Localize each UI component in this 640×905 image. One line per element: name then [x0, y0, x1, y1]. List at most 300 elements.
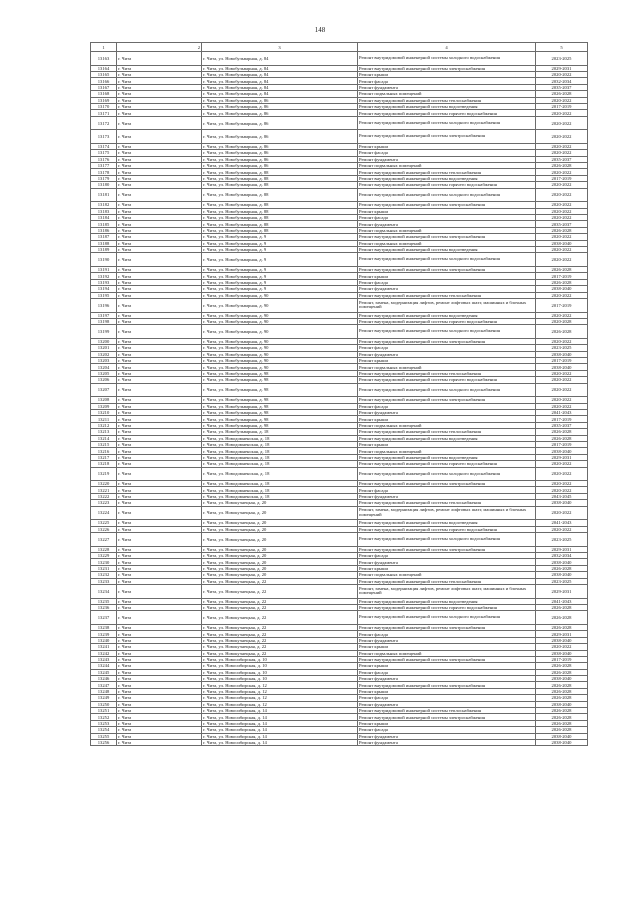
- cell-row-number: 13220: [91, 481, 117, 487]
- cell-address: г. Чита, ул. Новодомненская, д. 18: [202, 461, 358, 467]
- cell-settlement: г. Чита: [117, 312, 202, 318]
- page-number: 148: [314, 26, 326, 34]
- cell-planned-period: 2020-2022: [536, 208, 588, 214]
- cell-settlement: г. Чита: [117, 318, 202, 324]
- cell-row-number: 13165: [91, 71, 117, 77]
- cell-settlement: г. Чита: [117, 708, 202, 714]
- cell-settlement: г. Чита: [117, 650, 202, 656]
- cell-settlement: г. Чита: [117, 150, 202, 156]
- cell-work-type: Ремонт крыши: [358, 441, 536, 447]
- cell-row-number: 13243: [91, 656, 117, 662]
- cell-row-number: 13218: [91, 461, 117, 467]
- cell-work-type: Ремонт внутридомовой инженерной системы электроснабжения: [358, 714, 536, 720]
- cell-planned-period: 2017-2019: [536, 103, 588, 109]
- cell-work-type: Ремонт внутридомовой инженерной системы электроснабжения: [358, 481, 536, 487]
- cell-planned-period: 2020-2022: [536, 130, 588, 144]
- cell-settlement: г. Чита: [117, 604, 202, 610]
- cell-work-type: Ремонт крыши: [358, 565, 536, 571]
- cell-address: г. Чита, ул. Новобульварная, д. 84: [202, 84, 358, 90]
- cell-settlement: г. Чита: [117, 84, 202, 90]
- cell-row-number: 13195: [91, 292, 117, 298]
- cell-row-number: 13167: [91, 84, 117, 90]
- cell-row-number: 13201: [91, 345, 117, 351]
- cell-work-type: Ремонт фундамента: [358, 156, 536, 162]
- cell-address: г. Чита, ул. Новобульварная, д. 88: [202, 221, 358, 227]
- cell-settlement: г. Чита: [117, 215, 202, 221]
- cell-planned-period: 2038-2040: [536, 500, 588, 506]
- cell-settlement: г. Чита: [117, 273, 202, 279]
- cell-work-type: Ремонт подвальных помещений: [358, 572, 536, 578]
- cell-work-type: Ремонт фасада: [358, 487, 536, 493]
- table-row: [91, 506, 588, 520]
- column-header-3: 3: [202, 43, 358, 52]
- cell-planned-period: 2020-2022: [536, 370, 588, 376]
- cell-settlement: г. Чита: [117, 52, 202, 66]
- cell-settlement: г. Чита: [117, 202, 202, 208]
- cell-settlement: г. Чита: [117, 227, 202, 233]
- cell-work-type: Ремонт подвальных помещений: [358, 240, 536, 246]
- cell-settlement: г. Чита: [117, 240, 202, 246]
- cell-settlement: г. Чита: [117, 578, 202, 584]
- cell-address: г. Чита, ул. Новодомненская, д. 18: [202, 467, 358, 481]
- cell-work-type: Ремонт внутридомовой инженерной системы водоотведения: [358, 520, 536, 526]
- cell-settlement: г. Чита: [117, 481, 202, 487]
- cell-row-number: 13234: [91, 584, 117, 598]
- cell-address: г. Чита, ул. Новосибирская, д. 14: [202, 708, 358, 714]
- cell-work-type: Ремонт подвальных помещений: [358, 364, 536, 370]
- cell-address: г. Чита, ул. Новобульварная, д. 9: [202, 286, 358, 292]
- cell-work-type: Ремонт внутридомовой инженерной системы холодного водоснабжения: [358, 611, 536, 625]
- cell-settlement: г. Чита: [117, 266, 202, 272]
- cell-row-number: 13212: [91, 422, 117, 428]
- cell-settlement: г. Чита: [117, 383, 202, 397]
- table-row: [91, 52, 588, 66]
- cell-address: г. Чита, ул. Новосибирская, д. 12: [202, 701, 358, 707]
- cell-settlement: г. Чита: [117, 611, 202, 625]
- cell-settlement: г. Чита: [117, 103, 202, 109]
- cell-planned-period: 2035-2037: [536, 422, 588, 428]
- cell-row-number: 13168: [91, 91, 117, 97]
- cell-settlement: г. Чита: [117, 351, 202, 357]
- cell-planned-period: 2026-2028: [536, 429, 588, 435]
- cell-work-type: Ремонт фасада: [358, 345, 536, 351]
- cell-planned-period: 2020-2022: [536, 169, 588, 175]
- cell-address: г. Чита, ул. Новобульварная, д. 98: [202, 370, 358, 376]
- cell-planned-period: 2020-2022: [536, 292, 588, 298]
- cell-planned-period: 2038-2040: [536, 739, 588, 745]
- cell-planned-period: 2020-2022: [536, 487, 588, 493]
- cell-planned-period: 2020-2022: [536, 150, 588, 156]
- cell-settlement: г. Чита: [117, 429, 202, 435]
- cell-settlement: г. Чита: [117, 727, 202, 733]
- cell-planned-period: 2035-2037: [536, 84, 588, 90]
- cell-planned-period: 2026-2028: [536, 227, 588, 233]
- cell-settlement: г. Чита: [117, 553, 202, 559]
- cell-work-type: Ремонт фундамента: [358, 409, 536, 415]
- cell-row-number: 13240: [91, 637, 117, 643]
- cell-settlement: г. Чита: [117, 175, 202, 181]
- cell-work-type: Ремонт фундамента: [358, 351, 536, 357]
- cell-row-number: 13177: [91, 163, 117, 169]
- cell-settlement: г. Чита: [117, 234, 202, 240]
- cell-row-number: 13175: [91, 150, 117, 156]
- cell-row-number: 13196: [91, 298, 117, 312]
- cell-settlement: г. Чита: [117, 454, 202, 460]
- cell-row-number: 13188: [91, 240, 117, 246]
- cell-row-number: 13181: [91, 188, 117, 202]
- cell-settlement: г. Чита: [117, 656, 202, 662]
- cell-address: г. Чита, ул. Новобульварная, д. 84: [202, 65, 358, 71]
- cell-row-number: 13203: [91, 358, 117, 364]
- cell-planned-period: 2026-2028: [536, 720, 588, 726]
- cell-address: г. Чита, ул. Новобульварная, д. 98: [202, 416, 358, 422]
- cell-work-type: Ремонт фундамента: [358, 701, 536, 707]
- cell-work-type: Ремонт подвальных помещений: [358, 650, 536, 656]
- cell-work-type: Ремонт крыши: [358, 208, 536, 214]
- cell-settlement: г. Чита: [117, 325, 202, 339]
- cell-work-type: Ремонт внутридомовой инженерной системы электроснабжения: [358, 234, 536, 240]
- cell-planned-period: 2038-2040: [536, 650, 588, 656]
- cell-planned-period: 2038-2040: [536, 701, 588, 707]
- cell-row-number: 13208: [91, 397, 117, 403]
- cell-planned-period: 2020-2022: [536, 97, 588, 103]
- cell-work-type: Ремонт фасада: [358, 669, 536, 675]
- cell-planned-period: 2026-2028: [536, 695, 588, 701]
- cell-planned-period: 2041-2043: [536, 520, 588, 526]
- cell-row-number: 13180: [91, 182, 117, 188]
- cell-settlement: г. Чита: [117, 403, 202, 409]
- cell-address: г. Чита, ул. Новобульварная, д. 88: [202, 208, 358, 214]
- cell-settlement: г. Чита: [117, 714, 202, 720]
- cell-address: г. Чита, ул. Новосибирская, д. 12: [202, 695, 358, 701]
- cell-row-number: 13246: [91, 676, 117, 682]
- cell-address: г. Чита, ул. Новокузнецкая, д. 22: [202, 584, 358, 598]
- cell-planned-period: 2038-2040: [536, 572, 588, 578]
- cell-row-number: 13232: [91, 572, 117, 578]
- cell-row-number: 13255: [91, 733, 117, 739]
- cell-address: г. Чита, ул. Новокузнецкая, д. 22: [202, 611, 358, 625]
- cell-work-type: Ремонт внутридомовой инженерной системы электроснабжения: [358, 65, 536, 71]
- cell-settlement: г. Чита: [117, 546, 202, 552]
- cell-address: г. Чита, ул. Новобульварная, д. 98: [202, 403, 358, 409]
- cell-work-type: Ремонт крыши: [358, 358, 536, 364]
- cell-planned-period: 2041-2043: [536, 409, 588, 415]
- table-row: [91, 116, 588, 130]
- cell-planned-period: 2020-2022: [536, 506, 588, 520]
- cell-address: г. Чита, ул. Новокузнецкая, д. 20: [202, 553, 358, 559]
- cell-address: г. Чита, ул. Новодомненская, д. 18: [202, 435, 358, 441]
- cell-planned-period: 2023-2025: [536, 345, 588, 351]
- cell-settlement: г. Чита: [117, 584, 202, 598]
- cell-settlement: г. Чита: [117, 526, 202, 532]
- cell-address: г. Чита, ул. Новосибирская, д. 12: [202, 688, 358, 694]
- cell-row-number: 13238: [91, 624, 117, 630]
- cell-address: г. Чита, ул. Новобульварная, д. 86: [202, 97, 358, 103]
- cell-work-type: Ремонт крыши: [358, 143, 536, 149]
- table-row: [91, 130, 588, 144]
- cell-settlement: г. Чита: [117, 97, 202, 103]
- cell-address: г. Чита, ул. Новобульварная, д. 9: [202, 273, 358, 279]
- cell-planned-period: 2020-2022: [536, 397, 588, 403]
- cell-address: г. Чита, ул. Новобульварная, д. 84: [202, 52, 358, 66]
- cell-row-number: 13213: [91, 429, 117, 435]
- cell-settlement: г. Чита: [117, 493, 202, 499]
- cell-planned-period: 2020-2022: [536, 116, 588, 130]
- cell-address: г. Чита, ул. Новокузнецкая, д. 22: [202, 604, 358, 610]
- cell-row-number: 13172: [91, 116, 117, 130]
- cell-settlement: г. Чита: [117, 441, 202, 447]
- cell-address: г. Чита, ул. Новобульварная, д. 86: [202, 163, 358, 169]
- cell-settlement: г. Чита: [117, 461, 202, 467]
- cell-planned-period: 2020-2022: [536, 188, 588, 202]
- cell-settlement: г. Чита: [117, 733, 202, 739]
- cell-address: г. Чита, ул. Новобульварная, д. 9: [202, 240, 358, 246]
- cell-row-number: 13237: [91, 611, 117, 625]
- cell-row-number: 13239: [91, 631, 117, 637]
- cell-address: г. Чита, ул. Новодомненская, д. 18: [202, 441, 358, 447]
- cell-address: г. Чита, ул. Новокузнецкая, д. 22: [202, 637, 358, 643]
- cell-planned-period: 2038-2040: [536, 351, 588, 357]
- cell-address: г. Чита, ул. Новодомненская, д. 18: [202, 493, 358, 499]
- cell-work-type: Ремонт внутридомовой инженерной системы электроснабжения: [358, 624, 536, 630]
- cell-row-number: 13247: [91, 682, 117, 688]
- cell-settlement: г. Чита: [117, 467, 202, 481]
- cell-address: г. Чита, ул. Новодомненская, д. 18: [202, 487, 358, 493]
- column-header-2: 2: [117, 43, 202, 52]
- cell-address: г. Чита, ул. Новосибирская, д. 14: [202, 733, 358, 739]
- table-row: [91, 253, 588, 267]
- cell-work-type: Ремонт фасада: [358, 215, 536, 221]
- cell-work-type: Ремонт фасада: [358, 727, 536, 733]
- cell-address: г. Чита, ул. Новосибирская, д. 12: [202, 682, 358, 688]
- cell-address: г. Чита, ул. Новокузнецкая, д. 20: [202, 526, 358, 532]
- cell-work-type: Ремонт фундамента: [358, 493, 536, 499]
- document-table-container: [90, 42, 587, 746]
- cell-work-type: Ремонт внутридомовой инженерной системы теплоснабжения: [358, 97, 536, 103]
- cell-work-type: Ремонт фасада: [358, 631, 536, 637]
- cell-planned-period: 2029-2031: [536, 546, 588, 552]
- column-header-5: 5: [536, 43, 588, 52]
- cell-work-type: Ремонт внутридомовой инженерной системы холодного водоснабжения: [358, 188, 536, 202]
- cell-work-type: Ремонт внутридомовой инженерной системы электроснабжения: [358, 266, 536, 272]
- cell-address: г. Чита, ул. Новобульварная, д. 88: [202, 227, 358, 233]
- cell-row-number: 13233: [91, 578, 117, 584]
- cell-work-type: Ремонт внутридомовой инженерной системы водоотведения: [358, 103, 536, 109]
- cell-address: г. Чита, ул. Новобульварная, д. 98: [202, 383, 358, 397]
- cell-row-number: 13185: [91, 221, 117, 227]
- cell-settlement: г. Чита: [117, 520, 202, 526]
- cell-address: г. Чита, ул. Новобульварная, д. 90: [202, 325, 358, 339]
- cell-planned-period: 2029-2031: [536, 454, 588, 460]
- cell-planned-period: 2020-2022: [536, 644, 588, 650]
- cell-work-type: Ремонт фундамента: [358, 559, 536, 565]
- cell-planned-period: 2038-2040: [536, 240, 588, 246]
- cell-planned-period: 2017-2019: [536, 175, 588, 181]
- cell-row-number: 13210: [91, 409, 117, 415]
- cell-row-number: 13251: [91, 708, 117, 714]
- cell-work-type: Ремонт внутридомовой инженерной системы горячего водоснабжения: [358, 182, 536, 188]
- cell-planned-period: 2026-2028: [536, 565, 588, 571]
- cell-work-type: Ремонт внутридомовой инженерной системы горячего водоснабжения: [358, 377, 536, 383]
- cell-row-number: 13163: [91, 52, 117, 66]
- cell-work-type: Ремонт фундамента: [358, 733, 536, 739]
- cell-address: г. Чита, ул. Новобульварная, д. 9: [202, 234, 358, 240]
- cell-row-number: 13252: [91, 714, 117, 720]
- cell-settlement: г. Чита: [117, 720, 202, 726]
- cell-work-type: Ремонт фасада: [358, 695, 536, 701]
- cell-planned-period: 2026-2028: [536, 663, 588, 669]
- cell-row-number: 13256: [91, 739, 117, 745]
- table-row: [91, 611, 588, 625]
- cell-settlement: г. Чита: [117, 208, 202, 214]
- cell-row-number: 13171: [91, 110, 117, 116]
- cell-row-number: 13187: [91, 234, 117, 240]
- cell-row-number: 13207: [91, 383, 117, 397]
- cell-planned-period: 2029-2031: [536, 631, 588, 637]
- cell-settlement: г. Чита: [117, 71, 202, 77]
- cell-address: г. Чита, ул. Новобульварная, д. 90: [202, 364, 358, 370]
- cell-settlement: г. Чита: [117, 701, 202, 707]
- cell-planned-period: 2026-2028: [536, 266, 588, 272]
- table-body: [91, 52, 588, 746]
- cell-settlement: г. Чита: [117, 163, 202, 169]
- cell-settlement: г. Чита: [117, 506, 202, 520]
- cell-work-type: Ремонт внутридомовой инженерной системы холодного водоснабжения: [358, 383, 536, 397]
- cell-address: г. Чита, ул. Новосибирская, д. 10: [202, 656, 358, 662]
- cell-planned-period: 2020-2022: [536, 71, 588, 77]
- cell-address: г. Чита, ул. Новобульварная, д. 84: [202, 78, 358, 84]
- cell-work-type: Ремонт внутридомовой инженерной системы водоотведения: [358, 435, 536, 441]
- cell-work-type: Ремонт крыши: [358, 416, 536, 422]
- cell-address: г. Чита, ул. Новобульварная, д. 98: [202, 422, 358, 428]
- cell-address: г. Чита, ул. Новосибирская, д. 14: [202, 739, 358, 745]
- cell-address: г. Чита, ул. Новокузнецкая, д. 22: [202, 598, 358, 604]
- cell-work-type: Ремонт крыши: [358, 663, 536, 669]
- cell-settlement: г. Чита: [117, 682, 202, 688]
- cell-address: г. Чита, ул. Новобульварная, д. 90: [202, 351, 358, 357]
- cell-planned-period: 2026-2028: [536, 91, 588, 97]
- cell-work-type: Ремонт подвальных помещений: [358, 422, 536, 428]
- cell-row-number: 13245: [91, 669, 117, 675]
- cell-address: г. Чита, ул. Новобульварная, д. 86: [202, 143, 358, 149]
- cell-work-type: Ремонт фундамента: [358, 637, 536, 643]
- cell-settlement: г. Чита: [117, 182, 202, 188]
- cell-work-type: Ремонт внутридомовой инженерной системы холодного водоснабжения: [358, 325, 536, 339]
- cell-settlement: г. Чита: [117, 688, 202, 694]
- cell-settlement: г. Чита: [117, 292, 202, 298]
- cell-settlement: г. Чита: [117, 533, 202, 547]
- cell-address: г. Чита, ул. Новобульварная, д. 18: [202, 429, 358, 435]
- cell-work-type: Ремонт внутридомовой инженерной системы теплоснабжения: [358, 578, 536, 584]
- cell-planned-period: 2017-2019: [536, 441, 588, 447]
- cell-planned-period: 2020-2022: [536, 246, 588, 252]
- cell-address: г. Чита, ул. Новобульварная, д. 9: [202, 279, 358, 285]
- cell-planned-period: 2020-2022: [536, 202, 588, 208]
- table-header-row: [91, 43, 588, 52]
- cell-settlement: г. Чита: [117, 221, 202, 227]
- cell-row-number: 13225: [91, 520, 117, 526]
- cell-settlement: г. Чита: [117, 631, 202, 637]
- cell-row-number: 13211: [91, 416, 117, 422]
- cell-work-type: Ремонт внутридомовой инженерной системы теплоснабжения: [358, 708, 536, 714]
- cell-address: г. Чита, ул. Новобульварная, д. 9: [202, 253, 358, 267]
- cell-work-type: Ремонт внутридомовой инженерной системы электроснабжения: [358, 202, 536, 208]
- cell-row-number: 13228: [91, 546, 117, 552]
- cell-settlement: г. Чита: [117, 695, 202, 701]
- cell-planned-period: 2041-2043: [536, 598, 588, 604]
- cell-settlement: г. Чита: [117, 246, 202, 252]
- cell-work-type: Ремонт фундамента: [358, 84, 536, 90]
- cell-settlement: г. Чита: [117, 65, 202, 71]
- cell-settlement: г. Чита: [117, 487, 202, 493]
- cell-row-number: 13250: [91, 701, 117, 707]
- cell-settlement: г. Чита: [117, 156, 202, 162]
- cell-work-type: Ремонт внутридомовой инженерной системы холодного водоснабжения: [358, 533, 536, 547]
- cell-planned-period: 2026-2028: [536, 682, 588, 688]
- cell-row-number: 13169: [91, 97, 117, 103]
- cell-planned-period: 2017-2019: [536, 273, 588, 279]
- cell-address: г. Чита, ул. Новобульварная, д. 88: [202, 175, 358, 181]
- cell-row-number: 13166: [91, 78, 117, 84]
- cell-row-number: 13190: [91, 253, 117, 267]
- cell-settlement: г. Чита: [117, 624, 202, 630]
- cell-planned-period: 2020-2022: [536, 338, 588, 344]
- cell-work-type: Ремонт внутридомовой инженерной системы теплоснабжения: [358, 429, 536, 435]
- cell-address: г. Чита, ул. Новосибирская, д. 14: [202, 720, 358, 726]
- cell-address: г. Чита, ул. Новобульварная, д. 90: [202, 312, 358, 318]
- cell-work-type: Ремонт внутридомовой инженерной системы электроснабжения: [358, 130, 536, 144]
- cell-settlement: г. Чита: [117, 637, 202, 643]
- repair-schedule-table: [90, 42, 588, 746]
- cell-work-type: Ремонт, замена, модернизация лифтов, ремонт лифтовых шахт, машинных и блочных помещений: [358, 584, 536, 598]
- table-row: [91, 383, 588, 397]
- cell-work-type: Ремонт фасада: [358, 78, 536, 84]
- cell-work-type: Ремонт, замена, модернизация лифтов, ремонт лифтовых шахт, машинных и блочных помещений: [358, 298, 536, 312]
- cell-settlement: г. Чита: [117, 409, 202, 415]
- cell-work-type: Ремонт внутридомовой инженерной системы горячего водоснабжения: [358, 604, 536, 610]
- cell-address: г. Чита, ул. Новосибирская, д. 14: [202, 714, 358, 720]
- cell-address: г. Чита, ул. Новобульварная, д. 90: [202, 298, 358, 312]
- cell-planned-period: 2020-2022: [536, 253, 588, 267]
- cell-row-number: 13216: [91, 448, 117, 454]
- cell-planned-period: 2026-2028: [536, 708, 588, 714]
- cell-work-type: Ремонт внутридомовой инженерной системы холодного водоснабжения: [358, 467, 536, 481]
- cell-row-number: 13215: [91, 441, 117, 447]
- cell-planned-period: 2023-2025: [536, 52, 588, 66]
- cell-planned-period: 2026-2028: [536, 325, 588, 339]
- cell-work-type: Ремонт подвальных помещений: [358, 227, 536, 233]
- cell-row-number: 13223: [91, 500, 117, 506]
- cell-row-number: 13224: [91, 506, 117, 520]
- cell-work-type: Ремонт внутридомовой инженерной системы горячего водоснабжения: [358, 110, 536, 116]
- cell-planned-period: 2020-2022: [536, 403, 588, 409]
- cell-settlement: г. Чита: [117, 364, 202, 370]
- cell-planned-period: 2020-2022: [536, 312, 588, 318]
- cell-settlement: г. Чита: [117, 397, 202, 403]
- cell-planned-period: 2020-2022: [536, 234, 588, 240]
- cell-planned-period: 2026-2028: [536, 669, 588, 675]
- cell-settlement: г. Чита: [117, 279, 202, 285]
- cell-settlement: г. Чита: [117, 345, 202, 351]
- cell-work-type: Ремонт внутридомовой инженерной системы водоотведения: [358, 454, 536, 460]
- cell-settlement: г. Чита: [117, 416, 202, 422]
- cell-row-number: 13214: [91, 435, 117, 441]
- cell-planned-period: 2026-2028: [536, 435, 588, 441]
- cell-address: г. Чита, ул. Новобульварная, д. 84: [202, 71, 358, 77]
- cell-address: г. Чита, ул. Новобульварная, д. 98: [202, 397, 358, 403]
- cell-settlement: г. Чита: [117, 676, 202, 682]
- cell-settlement: г. Чита: [117, 338, 202, 344]
